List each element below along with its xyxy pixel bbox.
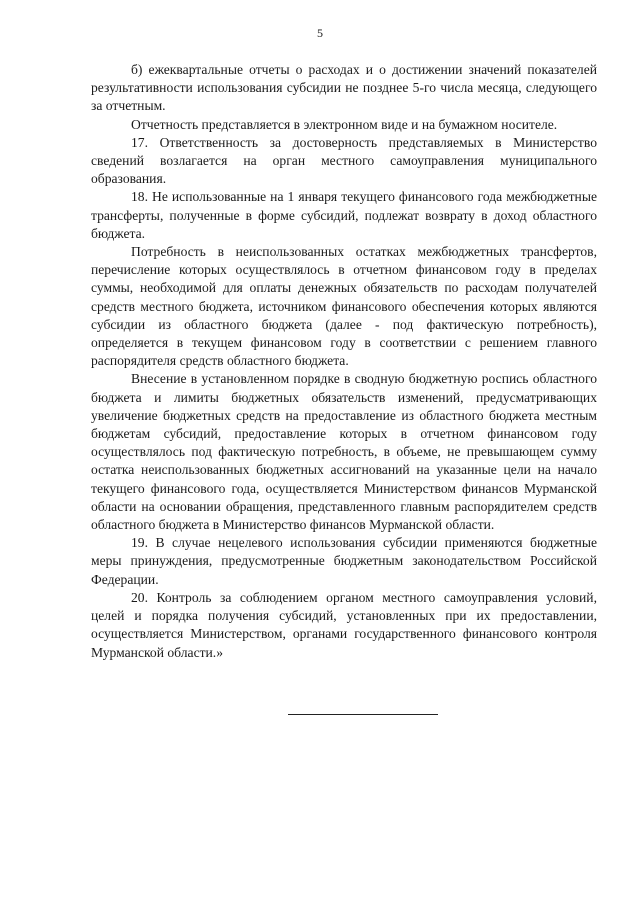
paragraph-budget-amendments: Внесение в установленном порядке в сводную бюджетную роспись областного бюджета и лимиты бюджетных обязательств изменений, предусматривающих увеличение бюджетных средств на предоставление из областного бюджета местным бюджетам субсидий, предоставление которых в отчетном финансовом году осуществлялось под фактическую потребность, в объеме, не превышающем сумму остатка неиспользованных бюджетных ассигнований на указанные цели на начало текущего финансового года, осуществляется Министерством финансов Мурманской области на основании обращения, представленного главным распорядителем средств областного бюджета в Министерство финансов Мурманской области. [91,371,597,533]
page-number: 5 [317,26,323,40]
paragraph-unused-balances: Потребность в неиспользованных остатках межбюджетных трансфертов, перечисление которых осуществлялось в отчетном финансовом году в пределах суммы, необходимой для оплаты денежных обязательств по расходам получателей средств местного бюджета, источником финансового обеспечения которых являются субсидии из областного бюджета (далее - под фактическую потребность), определяется в текущем финансовом году в соответствии с решением главного распорядителя средств областного бюджета. [91,244,597,369]
document-body [91,61,597,662]
paragraph-clause-20: 20. Контроль за соблюдением органом местного самоуправления условий, целей и порядка получения субсидий, установленных при их предоставлении, осуществляется Министерством, органами государственного финансового контроля Мурманской области.» [91,589,597,660]
paragraph-clause-17: 17. Ответственность за достоверность представляемых в Министерство сведений возлагается на орган местного самоуправления муниципального образования. [91,134,597,187]
paragraph-clause-19: 19. В случае нецелевого использования субсидии применяются бюджетные меры принуждения, предусмотренные бюджетным законодательством Российской Федерации. [91,535,597,587]
paragraph-reporting-format: Отчетность представляется в электронном виде и на бумажном носителе. [131,116,558,132]
closing-divider-line [288,714,438,715]
paragraph-quarterly-reports: б) ежеквартальные отчеты о расходах и о достижении значений показателей результативности использования субсидии не позднее 5-го числа месяца, следующего за отчетным. [91,62,597,114]
paragraph-clause-18: 18. Не использованные на 1 января текущего финансового года межбюджетные трансферты, полученные в форме субсидий, подлежат возврату в доход областного бюджета. [91,189,597,241]
